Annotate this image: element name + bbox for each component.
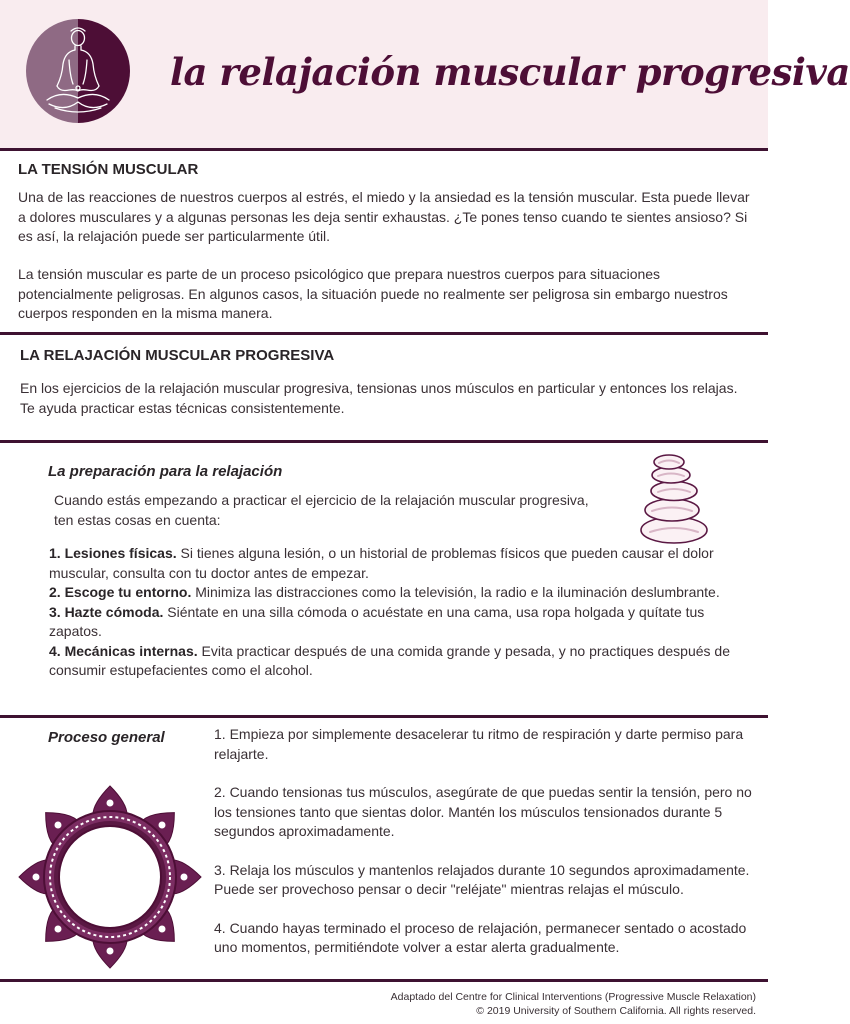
list-item: 3. Hazte cómoda. Siéntate en una silla cómoda o acuéstate en una cama, usa ropa holgada y quítate tus zapatos. — [49, 603, 705, 639]
section-heading-process: Proceso general — [48, 729, 165, 746]
divider — [0, 332, 768, 335]
mandala-icon — [18, 784, 202, 970]
list-item: 2. Escoge tu entorno. Minimiza las distracciones como la televisión, la radio e la iluminación deslumbrante. — [49, 584, 720, 600]
footer-credit — [391, 990, 756, 1018]
footer-copyright: © 2019 University of Southern California. All rights reserved. — [476, 1005, 756, 1017]
process-steps — [214, 725, 754, 958]
list-item: 2. Cuando tensionas tus músculos, asegúrate de que puedas sentir la tensión, pero no los tensiones tanto que sientas dolor. Mantén los músculos tensionados durante 5 segundos aproximadamente. — [214, 784, 752, 839]
section-heading-preparation: La preparación para la relajación — [48, 463, 283, 480]
list-item: 1. Lesiones físicas. Si tienes alguna lesión, o un historial de problemas físicos que pueden causar el dolor muscular, consulta con tu doctor antes de empezar. — [49, 545, 714, 581]
footer-source: Adaptado del Centre for Clinical Interventions (Progressive Muscle Relaxation) — [390, 991, 756, 1003]
list-item: 1. Empieza por simplemente desacelerar tu ritmo de respiración y darte permiso para relajarte. — [214, 726, 744, 762]
paragraph-tension-2: La tensión muscular es parte de un proceso psicológico que prepara nuestros cuerpos para situaciones potencialmente peligrosas. En algunos casos, la situación puede no realmente ser peligrosa sin embargo nuestros cuerpos responden en la misma manera. — [18, 266, 728, 321]
section-heading-progressive: LA RELAJACIÓN MUSCULAR PROGRESIVA — [20, 347, 335, 364]
list-item: 3. Relaja los músculos y mantenlos relajados durante 10 segundos aproximadamente. Puede ser provechoso pensar o decir "reléjate" mientras relajas el músculo. — [214, 861, 750, 897]
divider — [0, 148, 768, 151]
section-heading-tension: LA TENSIÓN MUSCULAR — [18, 161, 199, 178]
divider — [0, 440, 768, 443]
meditation-figure-icon — [25, 16, 131, 126]
paragraph-progressive: En los ejercicios de la relajación muscular progresiva, tensionas unos músculos en particular y entonces los relajas. Te ayuda practicar estas técnicas consistentemente. — [20, 380, 738, 416]
page-header — [0, 0, 850, 148]
stacked-stones-icon — [636, 452, 712, 548]
list-item: 4. Mecánicas internas. Evita practicar después de una comida grande y pesada, y no practiques después de consumir estupefacientes como el alcohol. — [49, 642, 730, 678]
preparation-list — [49, 544, 739, 681]
page-title: la relajación muscular progresiva — [170, 50, 850, 94]
divider — [0, 715, 768, 718]
divider — [0, 979, 768, 982]
preparation-intro: Cuando estás empezando a practicar el ejercicio de la relajación muscular progresiva, ten estas cosas en cuenta: — [54, 492, 589, 528]
list-item: 4. Cuando hayas terminado el proceso de relajación, permanecer sentado o acostado uno momentos, permitiéndote volver a estar alerta gradualmente. — [214, 919, 747, 955]
paragraph-tension-1: Una de las reacciones de nuestros cuerpos al estrés, el miedo y la ansiedad es la tensión muscular. Esta puede llevar a dolores musculares y a algunas personas les deja sentir exhaustas. ¿Te pones tenso cuando te sientes ansioso? Si es así, la relajación puede ser particularmente útil. — [18, 189, 750, 244]
